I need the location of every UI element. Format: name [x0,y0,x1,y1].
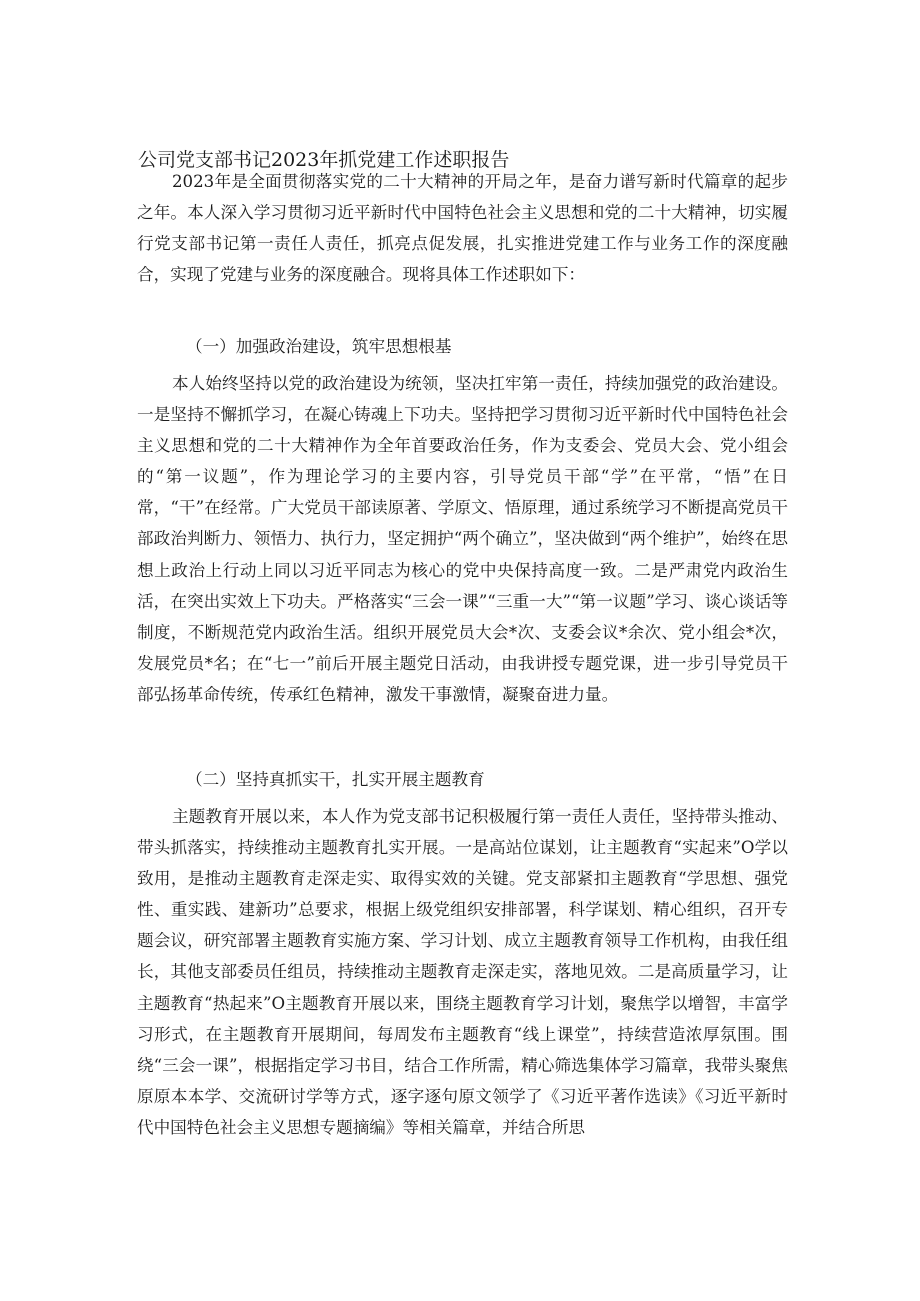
section-paragraph-2: 主题教育开展以来，本人作为党支部书记积极履行第一责任人责任，坚持带头推动、带头抓落实，持续推动主题教育扎实开展。一是高站位谋划，让主题教育“实起来”O学以致用，是推动主题教育走深走实、取得实效的关键。党支部紧扣主题教育“学思想、强党性、重实践、建新功”总要求，根据上级党组织安排部署，科学谋划、精心组织，召开专题会议，研究部署主题教育实施方案、学习计划、成立主题教育领导工作机构，由我任组长，其他支部委员任组员，持续推动主题教育走深走实，落地见效。二是高质量学习，让主题教育“热起来”O主题教育开展以来，围绕主题教育学习计划，聚焦学以增智，丰富学习形式，在主题教育开展期间，每周发布主题教育“线上课堂”，持续营造浓厚氛围。围绕“三会一课”，根据指定学习书目，结合工作所需，精心筛选集体学习篇章，我带头聚焦原原本本学、交流研讨学等方式，逐字逐句原文领学了《习近平著作选读》《习近平新时代中国特色社会主义思想专题摘编》等相关篇章，并结合所思 [137,807,788,1137]
section-paragraph-1: 本人始终坚持以党的政治建设为统领，坚决扛牢第一责任，持续加强党的政治建设。一是坚持不懈抓学习，在凝心铸魂上下功夫。坚持把学习贯彻习近平新时代中国特色社会主义思想和党的二十大精神作为全年首要政治任务，作为支委会、党员大会、党小组会的“第一议题”，作为理论学习的主要内容，引导党员干部“学”在平常，“悟”在日常，“干”在经常。广大党员干部读原著、学原文、悟原理，通过系统学习不断提高党员干部政治判断力、领悟力、执行力，坚定拥护“两个确立”，坚决做到“两个维护”，始终在思想上政治上行动上同以习近平同志为核心的党中央保持高度一致。二是严肃党内政治生活，在突出实效上下功夫。严格落实“三会一课”“三重一大”“第一议题”学习、谈心谈话等制度，不断规范党内政治生活。组织开展党员大会*次、支委会议*余次、党小组会*次，发展党员*名；在“七一”前后开展主题党日活动，由我讲授专题党课，进一步引导党员干部弘扬革命传统，传承红色精神，激发干事激情，凝聚奋进力量。 [137,374,788,704]
section-heading-1: （一）加强政治建设，筑牢思想根基 [186,337,452,356]
document-title: 公司党支部书记2023年抓党建工作述职报告 [138,149,510,171]
intro-paragraph: 2023年是全面贯彻落实党的二十大精神的开局之年，是奋力谱写新时代篇章的起步之年。本人深入学习贯彻习近平新时代中国特色社会主义思想和党的二十大精神，切实履行党支部书记第一责任人责任，抓亮点促发展，扎实推进党建工作与业务工作的深度融合，实现了党建与业务的深度融合。现将具体工作述职如下： [137,172,788,285]
section-heading-2: （二）坚持真抓实干，扎实开展主题教育 [186,770,485,789]
